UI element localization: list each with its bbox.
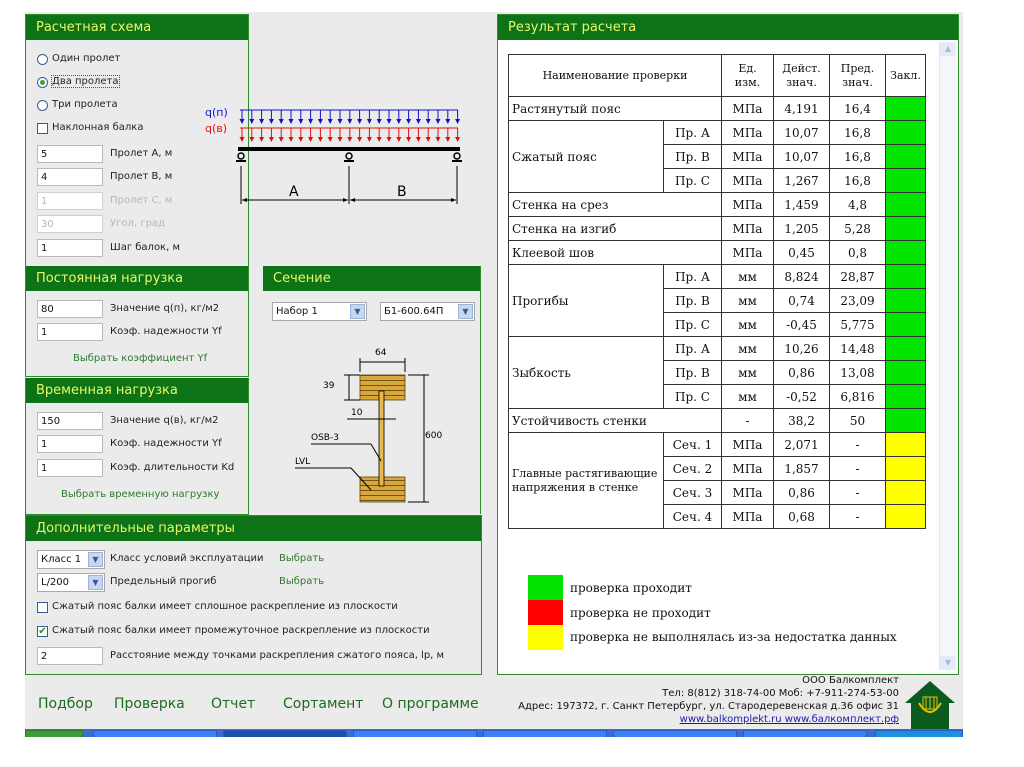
check-actual: 1,459 [774, 193, 830, 217]
table-row [509, 433, 926, 457]
brace-distance-label: Расстояние между точками раскрепления сжатого пояса, lp, м [110, 650, 445, 661]
load-arrow-head [259, 137, 264, 142]
check-limit: 50 [830, 409, 886, 433]
set-select-value: Набор 1 [276, 306, 318, 317]
service-class-choose-link[interactable]: Выбрать [279, 553, 325, 564]
table-row [509, 121, 926, 145]
legend-label-fail: проверка не проходит [570, 606, 711, 620]
beam-line [238, 147, 460, 151]
check-subitem: Сеч. 3 [664, 481, 722, 505]
check-subitem: Сеч. 2 [664, 457, 722, 481]
beam-step-input[interactable]: 1 [37, 239, 103, 257]
check-subitem: Пр. В [664, 361, 722, 385]
check-limit: 16,4 [830, 97, 886, 121]
check-subitem: Сеч. 4 [664, 505, 722, 529]
load-arrow-head [259, 119, 264, 124]
radio-one-span-label[interactable]: Один пролет [52, 53, 121, 64]
check-subitem: Сеч. 1 [664, 433, 722, 457]
check-name: Сжатый пояс [509, 121, 664, 193]
inclined-beam-label: Наклонная балка [52, 122, 144, 133]
check-actual: -0,45 [774, 313, 830, 337]
header-unit: Ед. изм. [722, 55, 774, 97]
support-left-icon [236, 153, 246, 161]
load-arrow-head [387, 119, 392, 124]
check-unit: мм [722, 361, 774, 385]
check-unit: мм [722, 289, 774, 313]
legend-swatch-fail [528, 600, 563, 625]
load-arrow-head [289, 137, 294, 142]
check-name: Прогибы [509, 265, 664, 337]
verdict-cell [886, 145, 926, 169]
load-arrow-head [426, 119, 431, 124]
check-limit: 23,09 [830, 289, 886, 313]
span-c-label: Пролет С, м [110, 195, 173, 206]
load-arrow-head [436, 137, 441, 142]
verdict-cell [886, 481, 926, 505]
check-unit: МПа [722, 433, 774, 457]
service-class-value: Класс 1 [41, 554, 82, 565]
load-arrow-head [318, 137, 323, 142]
check-limit: 5,775 [830, 313, 886, 337]
check-limit: 14,48 [830, 337, 886, 361]
support-middle-icon [344, 153, 354, 161]
solid-brace-label: Сжатый пояс балки имеет сплошное раскрепление из плоскости [52, 601, 398, 612]
span-a-diagram-label: A [289, 184, 299, 200]
chevron-down-icon[interactable]: ▼ [350, 304, 365, 319]
check-name: Зыбкость [509, 337, 664, 409]
company-phones: Тел: 8(812) 318-74-00 Моб: +7-911-274-53-00 [662, 688, 899, 699]
taskbar-item[interactable] [613, 730, 737, 737]
check-actual: 0,86 [774, 361, 830, 385]
load-arrow-head [406, 137, 411, 142]
load-arrow-head [347, 137, 352, 142]
angle-input: 30 [37, 215, 103, 233]
dim-width-label: 64 [375, 348, 387, 358]
check-limit: - [830, 457, 886, 481]
check-limit: 13,08 [830, 361, 886, 385]
scroll-up-icon[interactable]: ▲ [940, 42, 956, 56]
company-sites[interactable]: www.balkomplekt.ru www.балкомплект.рф [679, 714, 899, 725]
verdict-cell [886, 361, 926, 385]
chevron-down-icon[interactable]: ▼ [88, 552, 103, 567]
load-arrow-head [328, 119, 333, 124]
table-header-row [509, 55, 926, 97]
profile-select[interactable] [380, 302, 475, 321]
load-arrow-head [377, 119, 382, 124]
check-actual: 8,824 [774, 265, 830, 289]
company-name: ООО Балкомплект [802, 675, 899, 686]
verdict-cell [886, 289, 926, 313]
perm-load-arrows [240, 110, 461, 124]
check-name: Клеевой шов [509, 241, 722, 265]
check-actual: -0,52 [774, 385, 830, 409]
check-name: Растянутый пояс [509, 97, 722, 121]
check-limit: 16,8 [830, 121, 886, 145]
header-limit: Пред. знач. [830, 55, 886, 97]
load-arrow-head [455, 119, 460, 124]
load-arrow-head [357, 137, 362, 142]
load-arrow-head [298, 137, 303, 142]
nav-assortment[interactable]: Сортамент [283, 696, 364, 712]
check-unit: МПа [722, 145, 774, 169]
nav-selection[interactable]: Подбор [38, 696, 93, 712]
load-arrow-head [377, 137, 382, 142]
q-perm-input[interactable]: 80 [37, 300, 103, 318]
check-actual: 0,45 [774, 241, 830, 265]
temporary-load-panel [25, 378, 249, 515]
load-arrow-head [416, 119, 421, 124]
verdict-cell [886, 505, 926, 529]
load-arrow-head [338, 137, 343, 142]
company-logo [905, 679, 955, 729]
load-arrow-head [269, 119, 274, 124]
angle-label: Угол, град [110, 218, 165, 229]
permanent-load-panel [25, 266, 249, 377]
load-arrow-head [338, 119, 343, 124]
scheme-title: Расчетная схема [26, 15, 248, 40]
check-limit: 0,8 [830, 241, 886, 265]
load-arrow-head [308, 119, 313, 124]
section-title: Сечение [263, 266, 480, 291]
radio-three-spans-label[interactable]: Три пролета [52, 99, 118, 110]
check-unit: МПа [722, 193, 774, 217]
dim-flange-label: 39 [323, 381, 335, 391]
check-unit: МПа [722, 169, 774, 193]
temp-load-arrows [240, 128, 461, 142]
verdict-cell [886, 457, 926, 481]
load-arrow-head [396, 119, 401, 124]
temp-reliability-input[interactable]: 1 [37, 435, 103, 453]
load-arrow-head [426, 137, 431, 142]
results-title: Результат расчета [498, 15, 958, 40]
check-subitem: Пр. С [664, 313, 722, 337]
results-panel [497, 14, 959, 675]
header-verdict: Закл. [886, 55, 926, 97]
load-arrow-head [445, 119, 450, 124]
check-subitem: Пр. С [664, 385, 722, 409]
start-button[interactable] [25, 730, 83, 737]
check-actual: 38,2 [774, 409, 830, 433]
duration-coef-label: Коэф. длительности Kd [110, 462, 235, 473]
check-unit: мм [722, 313, 774, 337]
taskbar-item[interactable] [93, 730, 217, 737]
verdict-cell [886, 193, 926, 217]
load-arrow-head [240, 137, 245, 142]
radio-one-span[interactable] [37, 54, 48, 65]
span-b-input[interactable]: 4 [37, 168, 103, 186]
check-limit: 16,8 [830, 169, 886, 193]
check-subitem: Пр. В [664, 289, 722, 313]
load-arrow-head [249, 137, 254, 142]
inclined-beam-checkbox[interactable] [37, 123, 48, 134]
check-limit: 28,87 [830, 265, 886, 289]
table-row [509, 217, 926, 241]
logo-house-icon [905, 679, 955, 729]
brace-distance-input[interactable]: 2 [37, 647, 103, 665]
taskbar-item[interactable] [483, 730, 607, 737]
span-a-input[interactable]: 5 [37, 145, 103, 163]
chevron-down-icon[interactable]: ▼ [88, 575, 103, 590]
span-c-input: 1 [37, 192, 103, 210]
choose-temp-load-link[interactable]: Выбрать временную нагрузку [61, 489, 220, 500]
legend-label-pass: проверка проходит [570, 581, 692, 595]
load-arrow-head [347, 119, 352, 124]
check-actual: 0,68 [774, 505, 830, 529]
check-name: Стенка на изгиб [509, 217, 722, 241]
dim-height-label: 600 [425, 431, 443, 441]
check-unit: МПа [722, 121, 774, 145]
check-actual: 0,86 [774, 481, 830, 505]
load-arrow-head [298, 119, 303, 124]
check-subitem: Пр. С [664, 169, 722, 193]
check-actual: 10,07 [774, 145, 830, 169]
choose-yf-link[interactable]: Выбрать коэффициент Yf [73, 353, 208, 364]
q-temp-label: q(в) [205, 122, 228, 135]
load-arrow-head [279, 119, 284, 124]
verdict-cell [886, 241, 926, 265]
load-arrow-head [367, 137, 372, 142]
verdict-cell [886, 313, 926, 337]
web-material-label: OSB-3 [311, 433, 339, 443]
q-perm-label: q(п) [205, 106, 228, 119]
check-actual: 10,07 [774, 121, 830, 145]
load-arrow-head [289, 119, 294, 124]
load-arrow-head [328, 137, 333, 142]
load-arrow-head [436, 119, 441, 124]
load-arrow-head [279, 137, 284, 142]
verdict-cell [886, 409, 926, 433]
beam-step-label: Шаг балок, м [110, 242, 180, 253]
intermediate-brace-label: Сжатый пояс балки имеет промежуточное раскрепление из плоскости [52, 625, 430, 636]
verdict-cell [886, 433, 926, 457]
duration-coef-input[interactable]: 1 [37, 459, 103, 477]
set-select[interactable] [272, 302, 367, 321]
scroll-down-icon[interactable]: ▼ [940, 656, 956, 670]
load-arrow-head [455, 137, 460, 142]
span-b-label: Пролет В, м [110, 171, 173, 182]
verdict-cell [886, 217, 926, 241]
header-actual: Дейст. знач. [774, 55, 830, 97]
web [379, 391, 384, 486]
permanent-load-title: Постоянная нагрузка [26, 266, 248, 291]
check-actual: 1,205 [774, 217, 830, 241]
service-class-label: Класс условий эксплуатации [110, 553, 264, 564]
table-row [509, 409, 926, 433]
radio-two-spans[interactable] [37, 77, 48, 88]
intermediate-brace-checkbox[interactable]: ✔ [38, 626, 47, 637]
taskbar-item[interactable] [353, 730, 477, 737]
q-temp-label-field: Значение q(в), кг/м2 [110, 415, 219, 426]
deflection-label: Предельный прогиб [110, 576, 217, 587]
nav-about[interactable]: О программе [382, 696, 479, 712]
table-row [509, 337, 926, 361]
extra-params-panel [25, 515, 482, 675]
results-scrollbar[interactable] [939, 42, 956, 670]
header-name: Наименование проверки [509, 55, 722, 97]
legend-swatch-nodata [528, 625, 563, 650]
deflection-value: L/200 [41, 577, 70, 588]
check-unit: МПа [722, 481, 774, 505]
tray [875, 730, 963, 737]
perm-reliability-label: Коэф. надежности Yf [110, 326, 222, 337]
span-b-diagram-label: B [397, 184, 407, 200]
check-limit: - [830, 433, 886, 457]
check-subitem: Пр. В [664, 145, 722, 169]
taskbar-item[interactable] [223, 730, 347, 737]
check-unit: мм [722, 265, 774, 289]
check-actual: 4,191 [774, 97, 830, 121]
check-name: Главные растягивающие напряжения в стенке [509, 433, 664, 529]
load-arrow-head [445, 137, 450, 142]
temp-reliability-label: Коэф. надежности Yf [110, 438, 222, 449]
check-subitem: Пр. А [664, 121, 722, 145]
results-table [508, 54, 926, 529]
q-temp-input[interactable]: 150 [37, 412, 103, 430]
check-unit: мм [722, 385, 774, 409]
table-row [509, 97, 926, 121]
check-subitem: Пр. А [664, 265, 722, 289]
section-panel [263, 266, 481, 514]
check-unit: МПа [722, 457, 774, 481]
taskbar [25, 729, 963, 737]
profile-select-value: Б1-600.64П [384, 306, 444, 317]
legend-label-nodata: проверка не выполнялась из-за недостатка данных [570, 630, 897, 644]
company-footer [399, 675, 899, 729]
app-window [25, 12, 963, 729]
load-arrow-head [367, 119, 372, 124]
verdict-cell [886, 385, 926, 409]
temporary-load-title: Временная нагрузка [26, 378, 248, 403]
table-row [509, 193, 926, 217]
check-unit: МПа [722, 217, 774, 241]
flange-material-label: LVL [295, 457, 311, 467]
check-actual: 10,26 [774, 337, 830, 361]
radio-three-spans[interactable] [37, 100, 48, 111]
check-actual: 1,267 [774, 169, 830, 193]
check-unit: МПа [722, 505, 774, 529]
check-name: Стенка на срез [509, 193, 722, 217]
check-limit: 6,816 [830, 385, 886, 409]
check-limit: - [830, 505, 886, 529]
check-limit: - [830, 481, 886, 505]
check-limit: 4,8 [830, 193, 886, 217]
extra-params-title: Дополнительные параметры [26, 516, 481, 541]
check-unit: МПа [722, 241, 774, 265]
check-name: Устойчивость стенки [509, 409, 722, 433]
verdict-cell [886, 169, 926, 193]
load-arrow-head [406, 119, 411, 124]
check-unit: МПа [722, 97, 774, 121]
load-arrow-head [269, 137, 274, 142]
nav-check[interactable]: Проверка [114, 696, 185, 712]
load-arrow-head [308, 137, 313, 142]
load-arrow-head [240, 119, 245, 124]
load-arrow-head [416, 137, 421, 142]
verdict-cell [886, 337, 926, 361]
deflection-choose-link[interactable]: Выбрать [279, 576, 325, 587]
check-limit: 16,8 [830, 145, 886, 169]
check-actual: 0,74 [774, 289, 830, 313]
load-arrow-head [387, 137, 392, 142]
chevron-down-icon[interactable]: ▼ [458, 304, 473, 319]
load-arrow-head [357, 119, 362, 124]
i-beam-section-drawing [263, 336, 480, 506]
check-actual: 2,071 [774, 433, 830, 457]
check-limit: 5,28 [830, 217, 886, 241]
taskbar-item[interactable] [743, 730, 867, 737]
check-subitem: Пр. А [664, 337, 722, 361]
table-row [509, 265, 926, 289]
legend-swatch-pass [528, 575, 563, 600]
table-row [509, 241, 926, 265]
verdict-cell [886, 121, 926, 145]
load-arrow-head [249, 119, 254, 124]
perm-reliability-input[interactable]: 1 [37, 323, 103, 341]
deflection-select[interactable] [37, 573, 105, 592]
check-unit: мм [722, 337, 774, 361]
verdict-cell [886, 265, 926, 289]
load-arrow-head [396, 137, 401, 142]
nav-report[interactable]: Отчет [211, 696, 256, 712]
solid-brace-checkbox[interactable] [37, 602, 48, 613]
radio-two-spans-label[interactable]: Два пролета [52, 76, 119, 87]
support-right-icon [452, 153, 462, 161]
check-unit: - [722, 409, 774, 433]
verdict-cell [886, 97, 926, 121]
span-a-label: Пролет А, м [110, 148, 173, 159]
q-perm-label-field: Значение q(п), кг/м2 [110, 303, 220, 314]
beam-svg [200, 104, 470, 214]
check-actual: 1,857 [774, 457, 830, 481]
load-arrow-head [318, 119, 323, 124]
beam-diagram [200, 104, 470, 214]
dim-web-label: 10 [351, 408, 363, 418]
company-address: Адрес: 197372, г. Санкт Петербург, ул. Стародеревенская д.36 офис 31 [518, 701, 899, 712]
service-class-select[interactable] [37, 550, 105, 569]
